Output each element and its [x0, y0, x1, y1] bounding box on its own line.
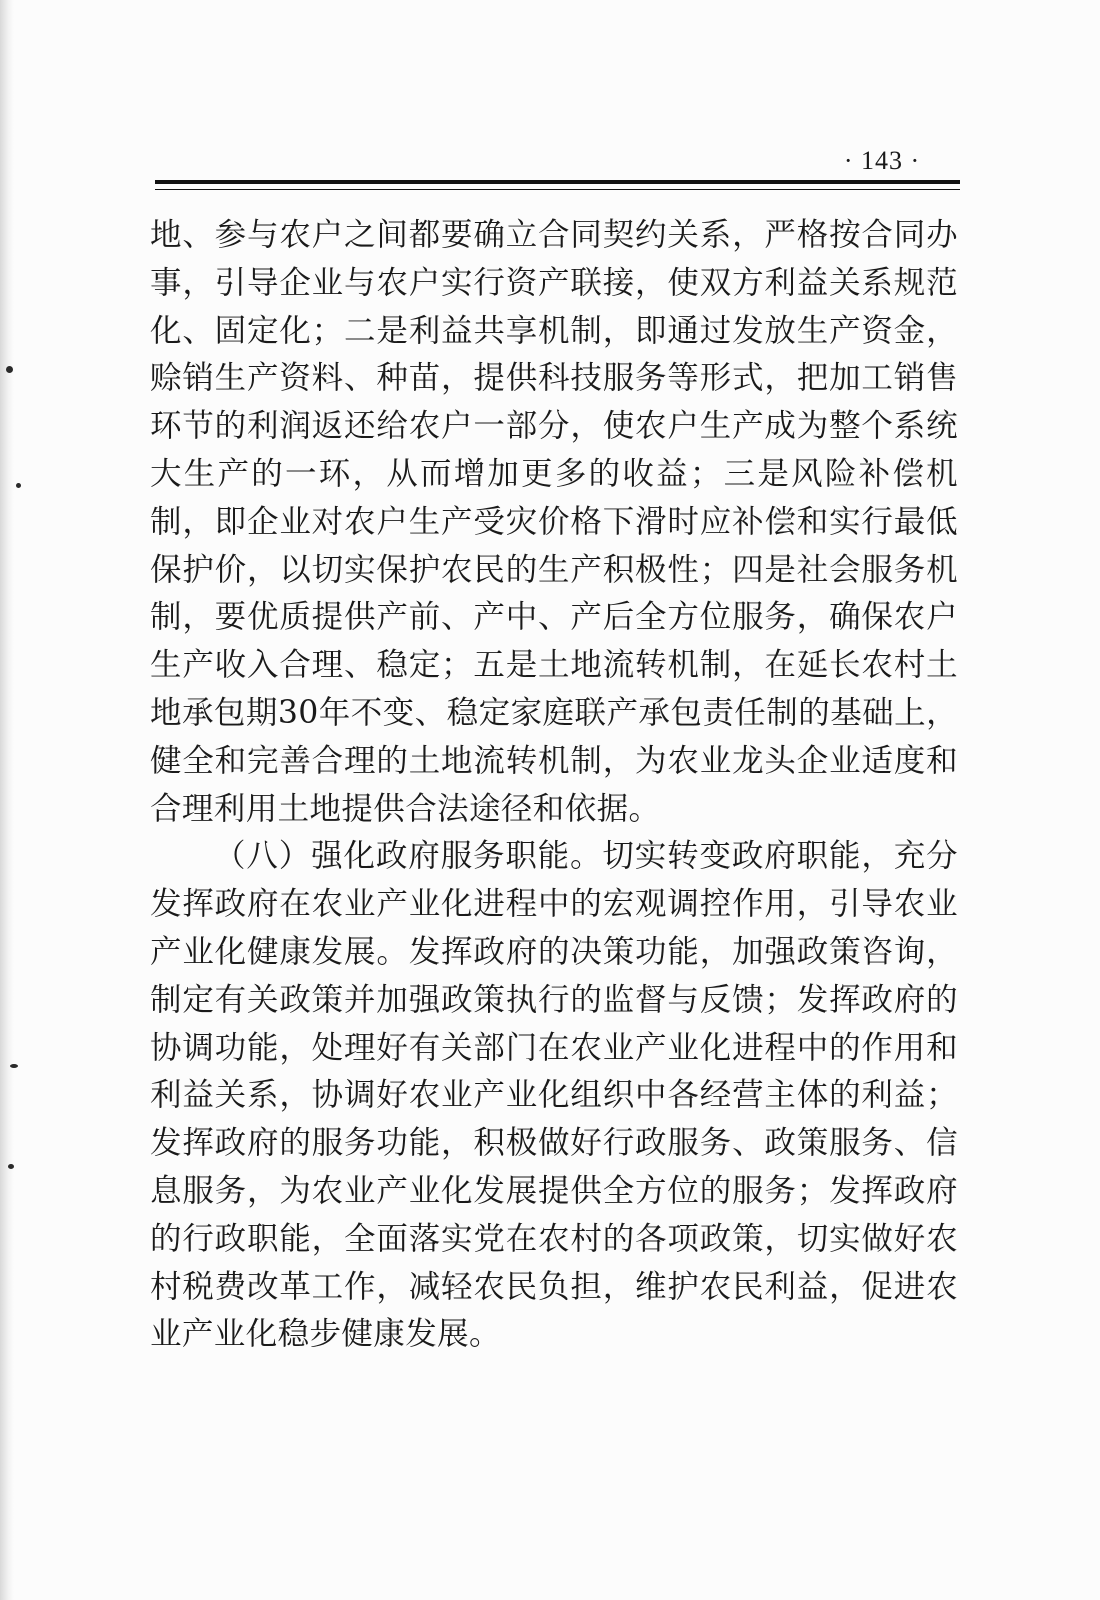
page-binding-edge: [0, 0, 14, 1600]
paragraph-continued: 地、参与农户之间都要确立合同契约关系，严格按合同办事，引导企业与农户实行资产联接，使双方利益关系规范化、固定化；二是利益共享机制，即通过发放生产资金，赊销生产资料、种苗，提供科技服务等形式，把加工销售环节的利润返还给农户一部分，使农户生产成为整个系统大生产的一环，从而增加更多的收益；三是风险补偿机制，即企业对农户生产受灾价格下滑时应补偿和实行最低保护价，以切实保护农民的生产积极性；四是社会服务机制，要优质提供产前、产中、产后全方位服务，确保农户生产收入合理、稳定；五是土地流转机制，在延长农村土地承包期30年不变、稳定家庭联产承包责任制的基础上，健全和完善合理的土地流转机制，为农业龙头企业适度和合理利用土地提供合法途径和依据。: [150, 217, 958, 827]
scan-speck: [8, 1164, 14, 1169]
body-text: [150, 212, 958, 1359]
scan-speck: [16, 483, 21, 488]
header-rule: [155, 180, 960, 190]
paragraph-section-8: （八）强化政府服务职能。切实转变政府职能，充分发挥政府在农业产业化进程中的宏观调控作用，引导农业产业化健康发展。发挥政府的决策功能，加强政策咨询，制定有关政策并加强政策执行的监督与反馈；发挥政府的协调功能，处理好有关部门在农业产业化进程中的作用和利益关系，协调好农业产业化组织中各经营主体的利益；发挥政府的服务功能，积极做好行政服务、政策服务、信息服务，为农业产业化发展提供全方位的服务；发挥政府的行政职能，全面落实党在农村的各项政策，切实做好农村税费改革工作，减轻农民负担，维护农民利益，促进农业产业化稳步健康发展。: [150, 838, 958, 1353]
scan-speck: [6, 366, 13, 373]
scan-speck: [10, 1064, 18, 1068]
page-number: · 143 ·: [843, 146, 921, 175]
